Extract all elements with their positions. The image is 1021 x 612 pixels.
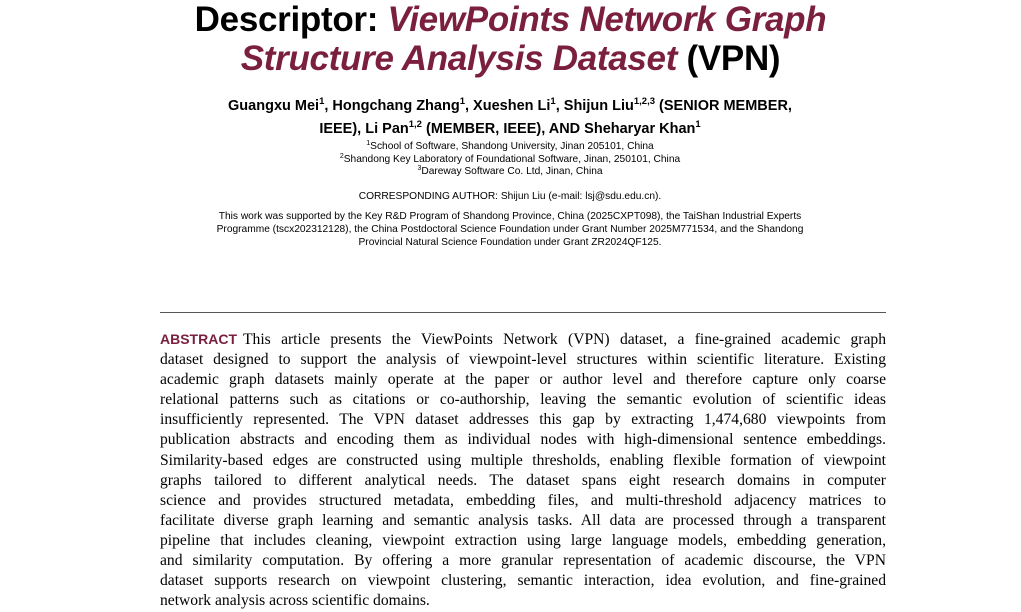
affiliation-sup: 1 bbox=[366, 140, 371, 147]
author-affil-sup: 1 bbox=[459, 96, 465, 107]
abstract-line: pipeline that includes cleaning, viewpoint extraction using large language models, embedding generation, bbox=[160, 531, 886, 549]
affiliation-text: Shandong Key Laboratory of Foundational Software, Jinan, 250101, China bbox=[343, 153, 681, 165]
abstract-line: insufficiently represented. The VPN dataset addresses this gap by extracting 1,474,680 viewpoints from bbox=[160, 411, 886, 429]
abstract-line: Similarity-based edges are constructed using multiple thresholds, enabling flexible formation of viewpoint bbox=[160, 451, 886, 469]
affiliation-text: Dareway Software Co. Ltd, Jinan, China bbox=[421, 166, 603, 177]
affiliation-item bbox=[160, 166, 860, 179]
affiliation-sup: 2 bbox=[339, 152, 344, 160]
affiliation-item bbox=[160, 154, 860, 167]
author-affil-sup: 1 bbox=[550, 96, 556, 107]
abstract-line: graphs tailored to different analytical needs. The dataset spans eight research domains in computer bbox=[160, 471, 886, 489]
author-affil-sup: 1 bbox=[695, 119, 701, 130]
author-name: , Hongchang Zhang bbox=[324, 98, 460, 114]
author-affil-sup: 1 bbox=[319, 96, 325, 107]
abstract-line: dataset supports research on viewpoint clustering, semantic interaction, idea evolution, and fine-grained bbox=[160, 572, 886, 590]
abstract bbox=[160, 329, 886, 611]
author-line-1 bbox=[160, 95, 860, 118]
section-divider bbox=[160, 312, 886, 313]
abstract-line bbox=[160, 329, 886, 350]
abstract-line: relational patterns such as citations or co-authorship, leaving the semantic evolution of scientific ideas bbox=[160, 391, 886, 409]
title-accent-2: Structure Analysis Dataset bbox=[240, 39, 678, 78]
funding-line: Provincial Natural Science Foundation under Grant ZR2024QF125. bbox=[358, 237, 662, 248]
author-line-2 bbox=[160, 118, 860, 141]
funding-line: Programme (tscx202312128), the China Postdoctoral Science Foundation under Grant Number 2025M771534, and the Shandong bbox=[216, 224, 804, 235]
author-name: , Xueshen Li bbox=[465, 98, 551, 114]
corresponding-author: CORRESPONDING AUTHOR: Shijun Liu (e-mail: lsj@sdu.edu.cn). bbox=[358, 191, 662, 202]
author-affil-sup: 1,2,3 bbox=[633, 96, 655, 107]
abstract-line: dataset designed to support the analysis of viewpoint-level structures within scientific literature. Existing bbox=[160, 351, 886, 369]
author-name: (MEMBER, IEEE), AND Sheharyar Khan bbox=[421, 121, 696, 137]
title-suffix: (VPN) bbox=[677, 39, 781, 78]
author-name: IEEE), Li Pan bbox=[319, 121, 409, 137]
title-line-1 bbox=[0, 1, 1021, 39]
affiliation-item bbox=[160, 141, 860, 154]
author-role: (SENIOR MEMBER, bbox=[655, 98, 792, 114]
abstract-heading: ABSTRACT bbox=[160, 331, 237, 347]
abstract-line: network analysis across scientific domains. bbox=[160, 592, 430, 610]
author-name: Guangxu Mei bbox=[228, 98, 320, 114]
title-prefix: Descriptor: bbox=[194, 0, 388, 39]
abstract-line: facilitate diverse graph learning and semantic analysis tasks. All data are processed through a transparent bbox=[160, 511, 886, 529]
abstract-line: science and provides structured metadata, embedding files, and multi-threshold adjacency matrices to bbox=[160, 491, 886, 509]
author-affil-sup: 1,2 bbox=[408, 119, 422, 130]
author-list bbox=[160, 95, 860, 141]
affiliations bbox=[160, 141, 860, 179]
abstract-line: academic graph datasets mainly operate at the paper or author level and therefore capture only coarse bbox=[160, 371, 886, 389]
title-line-2 bbox=[0, 40, 1021, 78]
title-accent-1: ViewPoints Network Graph bbox=[387, 0, 827, 39]
abstract-line: and similarity computation. By offering a more granular representation of academic discourse, the VPN bbox=[160, 552, 886, 570]
funding-line: This work was supported by the Key R&D Program of Shandong Province, China (2025CXPT098), the TaiShan Industrial Experts bbox=[218, 211, 802, 222]
abstract-line: publication abstracts and encoding them as individual nodes with high-dimensional sentence embeddings. bbox=[160, 431, 886, 449]
author-name: , Shijun Liu bbox=[555, 98, 634, 114]
funding-note bbox=[160, 210, 860, 249]
affiliation-sup: 3 bbox=[417, 165, 422, 172]
abstract-text: This article presents the ViewPoints Network (VPN) dataset, a fine-grained academic graph bbox=[243, 331, 886, 348]
affiliation-text: School of Software, Shandong University, Jinan 205101, China bbox=[370, 141, 654, 152]
